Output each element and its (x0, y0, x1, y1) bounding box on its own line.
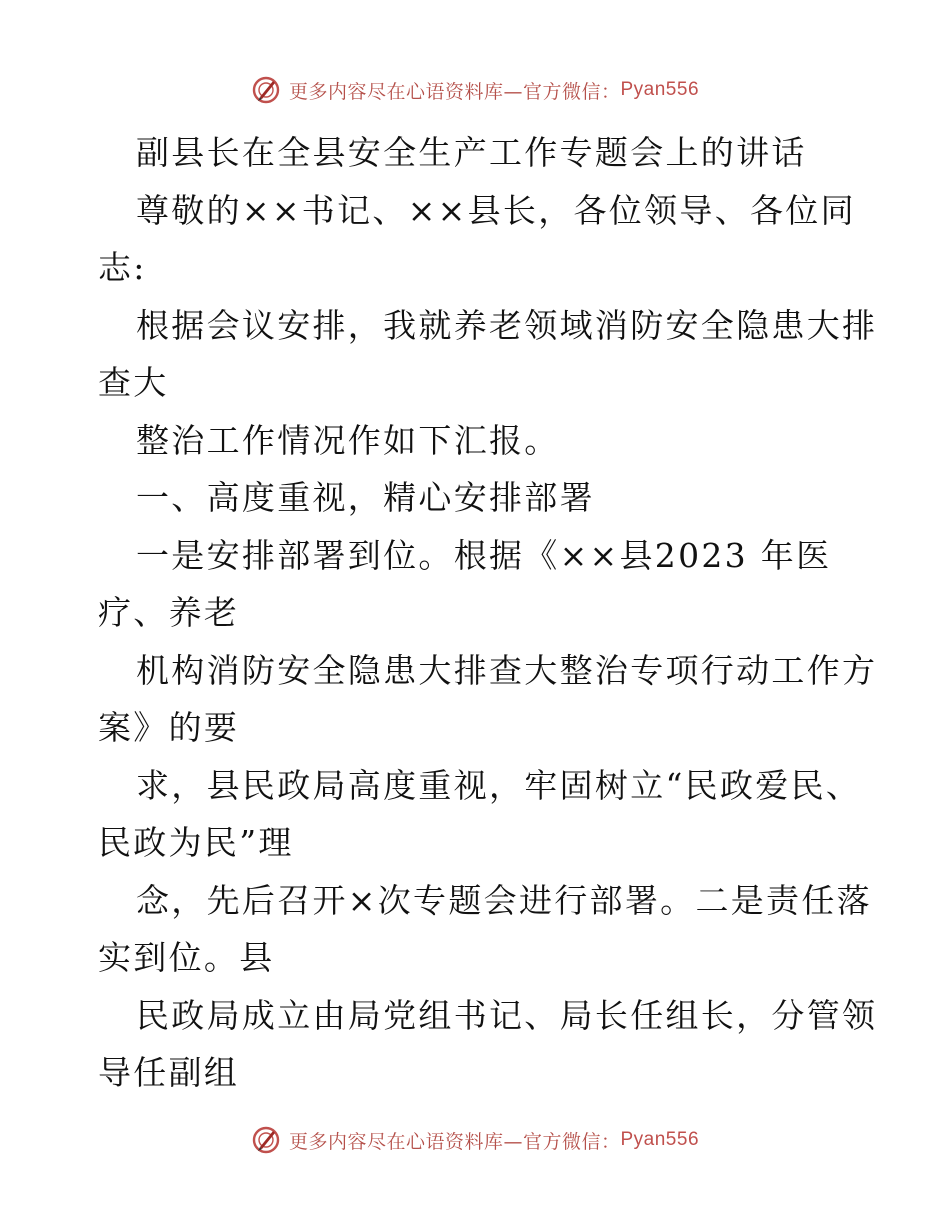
quill-logo-icon (251, 75, 281, 105)
section-heading: 一、高度重视，精心安排部署 (136, 478, 595, 517)
watermark-footer (0, 1122, 950, 1158)
text-line: 求，县民政局高度重视，牢固树立“民政爱民、 (136, 765, 862, 805)
text-line: 民政局成立由局党组书记、局长任组长，分管领 (136, 995, 878, 1035)
text-line: 志: (98, 248, 147, 287)
watermark-text: 更多内容尽在心语资料库—官方微信： (288, 1130, 621, 1153)
text-line: 尊敬的××书记、××县长，各位领导、各位同 (136, 190, 856, 230)
watermark-wechat-id: Pyan556 (620, 79, 700, 100)
text-line: 查大 (98, 363, 169, 402)
document-title: 副县长在全县安全生产工作专题会上的讲话 (136, 133, 807, 172)
quill-logo-icon (251, 1125, 281, 1155)
watermark-wechat-id: Pyan556 (620, 1129, 700, 1150)
text-line: 机构消防安全隐患大排查大整治专项行动工作方 (136, 650, 878, 690)
text-line: 整治工作情况作如下汇报。 (136, 420, 560, 460)
text-line: 念，先后召开×次专题会进行部署。二是责任落 (136, 880, 872, 920)
text-line: 实到位。县 (98, 938, 275, 977)
watermark-header (0, 72, 950, 108)
document-body (98, 124, 878, 1102)
text-line: 导任副组 (98, 1053, 240, 1092)
text-line: 民政为民”理 (98, 823, 294, 862)
text-line: 疗、养老 (98, 593, 240, 632)
watermark-text: 更多内容尽在心语资料库—官方微信： (288, 80, 621, 103)
text-line: 根据会议安排，我就养老领域消防安全隐患大排 (136, 305, 878, 345)
text-line: 案》的要 (98, 708, 240, 747)
text-line: 一是安排部署到位。根据《××县2023 年医 (136, 535, 832, 575)
